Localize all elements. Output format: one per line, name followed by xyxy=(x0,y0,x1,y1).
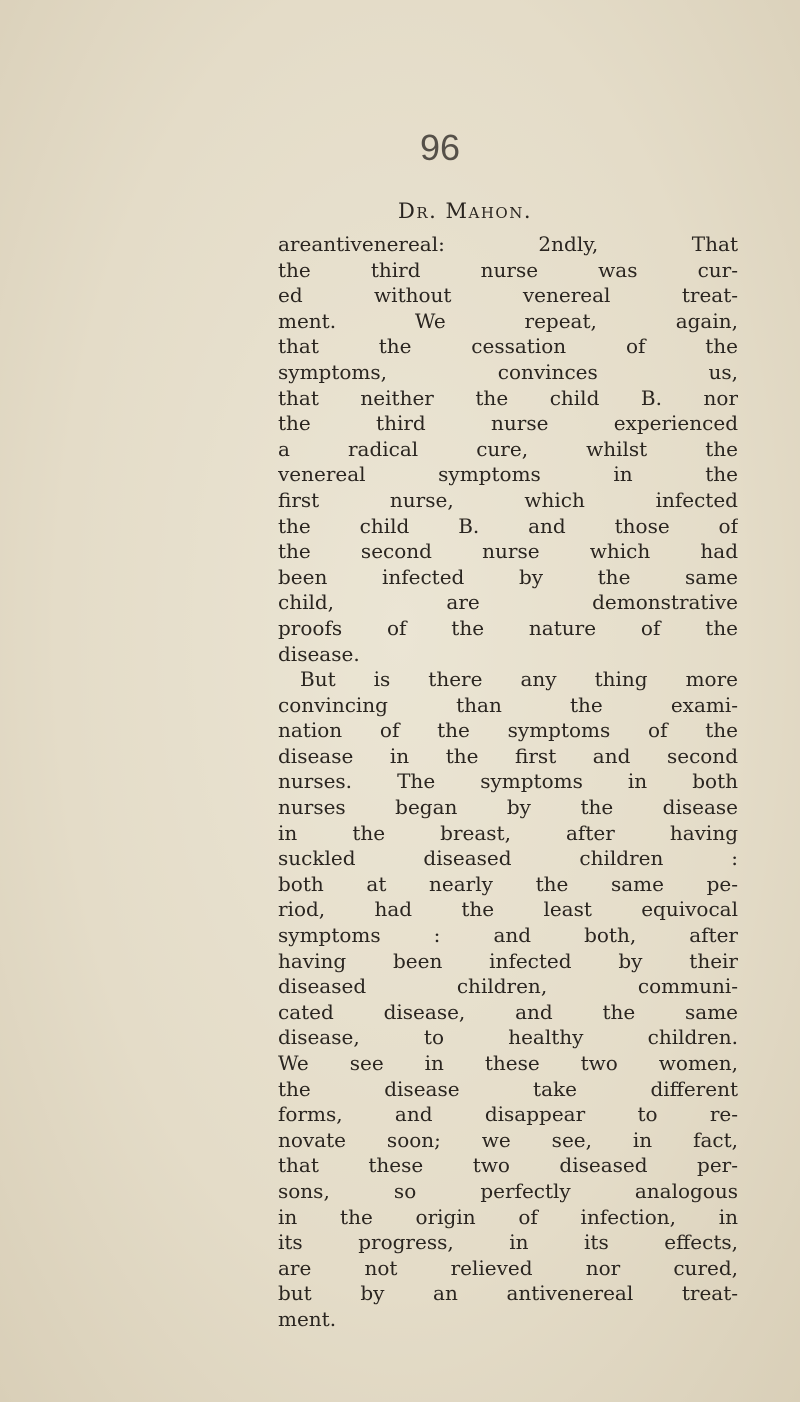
text-line: child, are demonstrative xyxy=(278,590,738,615)
text-line: disease, to healthy children. xyxy=(278,1025,738,1050)
text-line: diseased children, communi- xyxy=(278,974,738,999)
text-line: disease in the first and second xyxy=(278,743,738,768)
text-line: but by an antivenereal treat- xyxy=(278,1281,738,1306)
text-line: its progress, in its effects, xyxy=(278,1230,738,1255)
text-line: We see in these two women, xyxy=(278,1051,738,1075)
page-number: 96 xyxy=(420,127,461,168)
text-line: suckled diseased children : xyxy=(278,846,738,871)
text-line: But is there any thing more xyxy=(300,667,738,692)
text-line: areantivenereal: 2ndly, That xyxy=(278,232,738,256)
text-line: ment. We repeat, again, xyxy=(278,308,738,333)
text-line: forms, and disappear to re- xyxy=(278,1102,738,1127)
text-line: ment. xyxy=(278,1306,337,1331)
text-line: that neither the child B. nor xyxy=(278,385,738,410)
text-line: in the origin of infection, in xyxy=(278,1204,738,1229)
text-line: the child B. and those of xyxy=(278,513,738,538)
text-line: proofs of the nature of the xyxy=(278,615,738,640)
text-line: nurses. The symptoms in both xyxy=(278,769,738,794)
text-line: the third nurse experienced xyxy=(278,411,738,436)
text-line: the third nurse was cur- xyxy=(278,257,738,282)
text-line: venereal symptoms in the xyxy=(278,462,738,487)
text-line: having been infected by their xyxy=(278,948,738,973)
text-line: symptoms, convinces us, xyxy=(278,359,738,384)
text-line: the second nurse which had xyxy=(278,539,738,564)
running-head: Dr. Mahon. xyxy=(398,199,532,223)
body-text xyxy=(278,232,738,1333)
text-line: are not relieved nor cured, xyxy=(278,1255,738,1280)
text-line: cated disease, and the same xyxy=(278,999,738,1024)
text-line: a radical cure, whilst the xyxy=(278,436,738,461)
text-line: nurses began by the disease xyxy=(278,795,738,820)
text-line: ed without venereal treat- xyxy=(278,283,738,308)
text-line: in the breast, after having xyxy=(278,820,738,845)
text-line: both at nearly the same pe- xyxy=(278,871,738,896)
text-line: disease. xyxy=(278,641,360,666)
text-line: symptoms : and both, after xyxy=(278,923,738,948)
text-line: that the cessation of the xyxy=(278,334,738,359)
text-line: sons, so perfectly analogous xyxy=(278,1178,738,1203)
text-line: that these two diseased per- xyxy=(278,1153,738,1178)
text-line: novate soon; we see, in fact, xyxy=(278,1127,738,1152)
text-line: nation of the symptoms of the xyxy=(278,718,738,743)
text-line: been infected by the same xyxy=(278,564,738,589)
text-line: convincing than the exami- xyxy=(278,692,738,717)
text-line: first nurse, which infected xyxy=(278,487,738,512)
text-line: riod, had the least equivocal xyxy=(278,897,738,922)
text-line: the disease take different xyxy=(278,1076,738,1101)
